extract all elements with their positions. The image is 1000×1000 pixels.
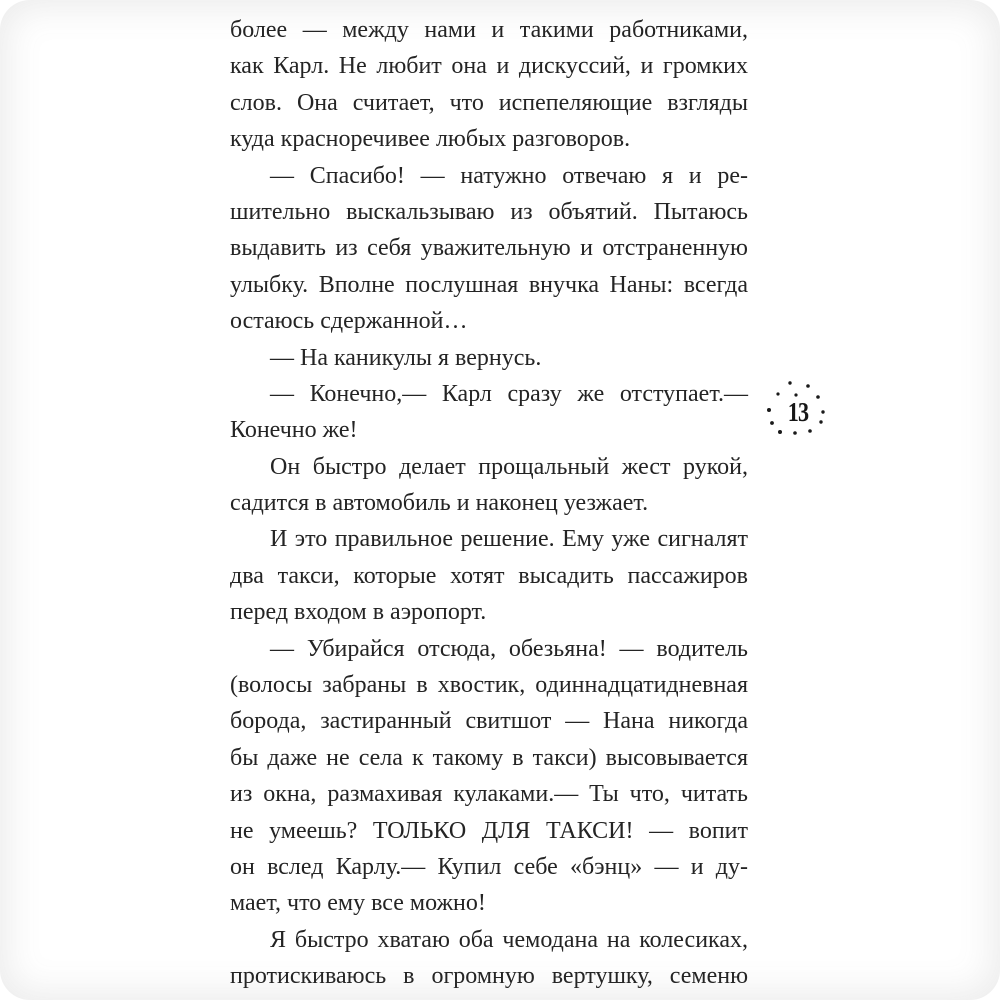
text-line: борода, застиранный свитшот — Нана никогда [230, 708, 748, 735]
text-line: остаюсь сдержанной… [230, 308, 468, 335]
text-line: мает, что ему все можно! [230, 890, 486, 917]
text-line: — Конечно,— Карл сразу же отступает.— [270, 380, 748, 407]
text-line: более — между нами и такими работниками, [230, 17, 748, 43]
page-number: 13 [787, 396, 809, 427]
text-line: из окна, размахивая кулаками.— Ты что, читать [230, 781, 748, 808]
text-line: (волосы забраны в хвостик, одиннадцатидневная [230, 672, 748, 699]
text-line: шительно выскальзываю из объятий. Пытаюсь [230, 198, 748, 225]
text-line: два такси, которые хотят высадить пассажиров [230, 562, 748, 589]
text-line: Конечно же! [230, 417, 358, 444]
text-line: И это правильное решение. Ему уже сигналят [270, 526, 748, 553]
page-number-ornament [766, 380, 830, 444]
text-line: садится в автомобиль и наконец уезжает. [230, 490, 649, 517]
text-line: — Спасибо! — натужно отвечаю я и ре- [270, 162, 748, 189]
text-line: слов. Она считает, что испепеляющие взгляды [230, 89, 748, 116]
text-line: протискиваюсь в огромную вертушку, семеню [230, 963, 748, 990]
text-line: выдавить из себя уважительную и отстраненную [230, 235, 748, 262]
text-line: Я быстро хватаю оба чемодана на колесиках, [270, 926, 748, 953]
text-line: перед входом в аэропорт. [230, 599, 487, 626]
text-line: как Карл. Не любит она и дискуссий, и громких [230, 53, 748, 80]
page-text [230, 12, 748, 995]
text-line: улыбку. Вполне послушная внучка Наны: всегда [230, 271, 748, 298]
text-line: он вслед Карлу.— Купил себе «бэнц» — и ду- [230, 853, 748, 880]
text-line: не умеешь? ТОЛЬКО ДЛЯ ТАКСИ! — вопит [230, 817, 748, 844]
text-line: куда красноречивее любых разговоров. [230, 126, 631, 153]
text-line: бы даже не села к такому в такси) высовывается [230, 744, 748, 771]
text-line: — Убирайся отсюда, обезьяна! — водитель [270, 635, 748, 662]
text-line: Он быстро делает прощальный жест рукой, [270, 453, 748, 480]
text-line: — На каникулы я вернусь. [270, 344, 542, 371]
